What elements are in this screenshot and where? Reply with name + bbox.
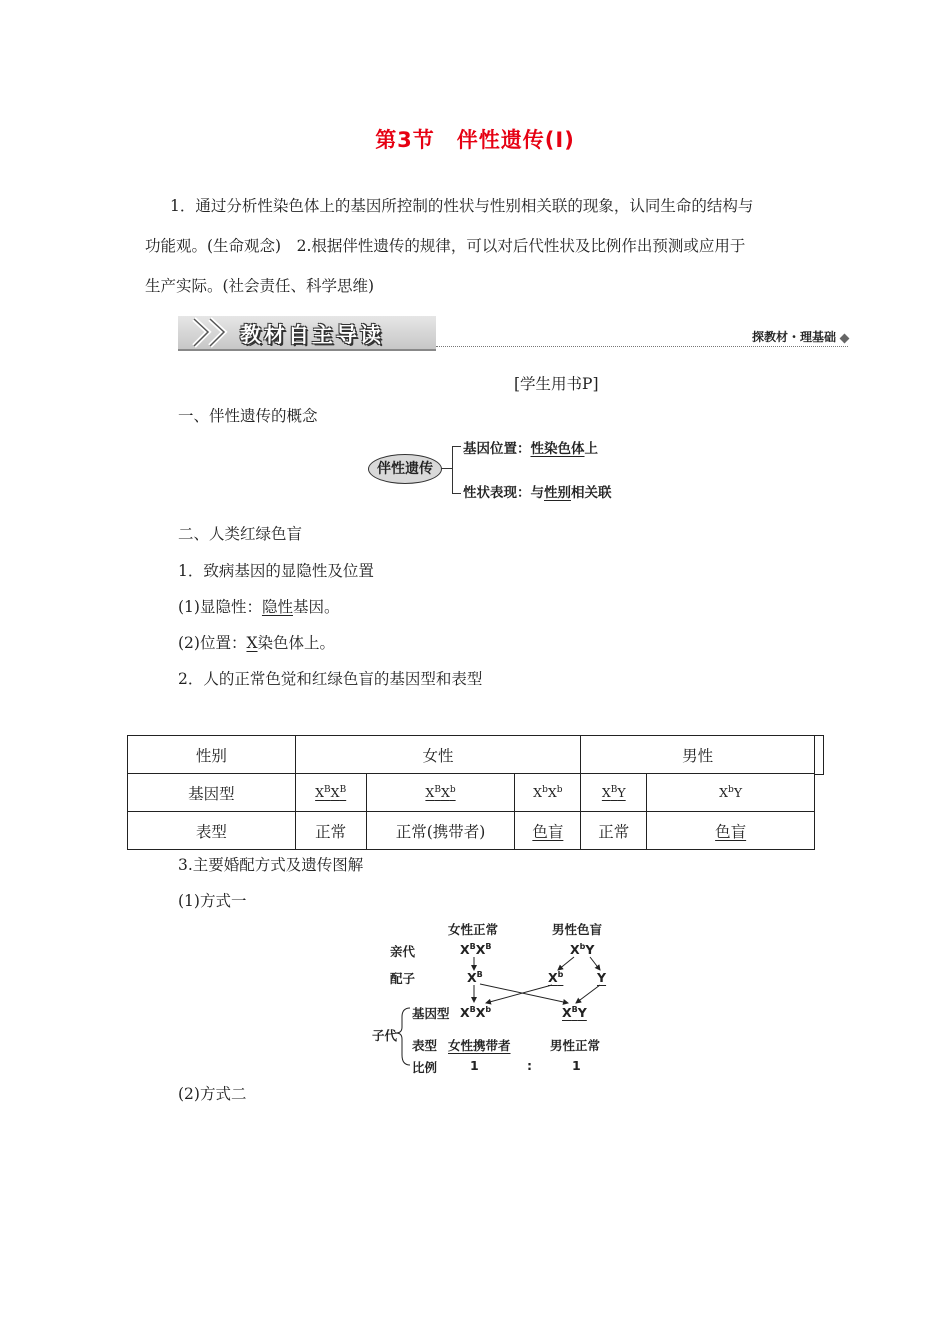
offspring-male-phenotype: 男性正常 [550,1038,601,1053]
row-phenotype-label: 表型 [412,1038,438,1053]
section2-item-2: 2．人的正常色觉和红绿色盲的基因型和表型 [178,670,483,688]
genotype-cell: $X^BX^b$ [366,774,515,812]
concept-branch-1: 基因位置：性染色体上 [463,441,598,457]
section3-heading: 3.主要婚配方式及遗传图解 [178,856,364,874]
mode-2-label: (2)方式二 [178,1085,247,1103]
concept-ellipse: 伴性遗传 [368,454,442,484]
table-row [128,774,815,812]
objectives-line-2: 功能观。(生命观念) 2.根据伴性遗传的规律，可以对后代性状及比例作出预测或应用于 [145,237,746,255]
phenotype-cell: 正常 [581,812,647,850]
banner-dotted-line [436,346,848,347]
gamete-male-y: Y [597,970,607,985]
row-genotype-label: 基因型 [412,1006,450,1021]
answer-blank: 性染色体 [530,441,585,457]
header-male: 男性 [581,736,815,774]
answer-blank: 性别 [544,485,571,501]
banner-bar [178,316,436,351]
ratio-right: 1 [572,1058,581,1073]
banner-title: 教材自主导读 [240,323,384,347]
phenotype-cell: 正常(携带者) [366,812,515,850]
book-reference: [学生用书P] [514,375,599,393]
location-line: (2)位置：X染色体上。 [178,634,336,652]
genotype-cell: $X^BX^B$ [295,774,366,812]
header-sex: 性别 [128,736,296,774]
parent-female-genotype: $X^BX^B$ [460,941,492,957]
dominance-line: (1)显隐性：隐性基因。 [178,598,340,616]
objectives-line-1: 1．通过分析性染色体上的基因所控制的性状与性别相关联的现象，认同生命的结构与 [170,197,754,215]
double-chevron-icon [188,316,248,349]
page-title: 第3节 伴性遗传(Ⅰ) [375,128,575,152]
cross-arrows [360,915,620,1080]
section1-heading: 一、伴性遗传的概念 [178,407,318,425]
ratio-colon: : [527,1058,532,1073]
objectives-line-3: 生产实际。(社会责任、科学思维) [145,277,375,295]
row-parents-label: 亲代 [390,944,416,959]
phenotype-label: 表型 [128,812,296,850]
genotype-cell: $X^bX^b$ [515,774,581,812]
brace-connector [441,468,452,469]
brace [452,446,461,494]
concept-branch-2: 性状表现：与性别相关联 [463,485,612,501]
offspring-male-genotype: $X^BY$ [562,1004,587,1020]
diamond-icon [840,334,850,344]
table-row [128,812,815,850]
section2-item-1: 1．致病基因的显隐性及位置 [178,562,374,580]
genotype-cell: $X^BY$ [581,774,647,812]
offspring-female-phenotype: 女性携带者 [448,1038,511,1053]
section-banner [178,316,848,352]
offspring-label: 子代 [372,1028,398,1043]
ratio-left: 1 [470,1058,479,1073]
offspring-female-genotype: $X^BX^b$ [460,1004,492,1020]
cross-diagram [360,915,620,1080]
table-header-row [128,736,815,774]
row-gametes-label: 配子 [390,971,416,986]
gamete-female: $X^B$ [467,969,483,985]
gamete-male-x: $X^b$ [548,969,564,985]
answer-blank: X [246,634,258,652]
parent-female-label: 女性正常 [448,922,499,937]
genotype-cell: $X^bY$ [647,774,815,812]
row-ratio-label: 比例 [412,1060,438,1075]
section2-heading: 二、人类红绿色盲 [178,525,303,543]
phenotype-cell: 正常 [295,812,366,850]
parent-male-label: 男性色盲 [552,922,603,937]
genotype-label: 基因型 [128,774,296,812]
genotype-table [127,735,815,850]
parent-male-genotype: $X^bY$ [570,941,595,957]
header-female: 女性 [295,736,581,774]
mode-1-label: (1)方式一 [178,892,247,910]
answer-blank: 隐性 [261,598,293,616]
table-header-extension [815,735,824,775]
phenotype-cell: 色盲 [647,812,815,850]
banner-subtitle: 探教材・理基础 [751,330,836,344]
phenotype-cell: 色盲 [515,812,581,850]
